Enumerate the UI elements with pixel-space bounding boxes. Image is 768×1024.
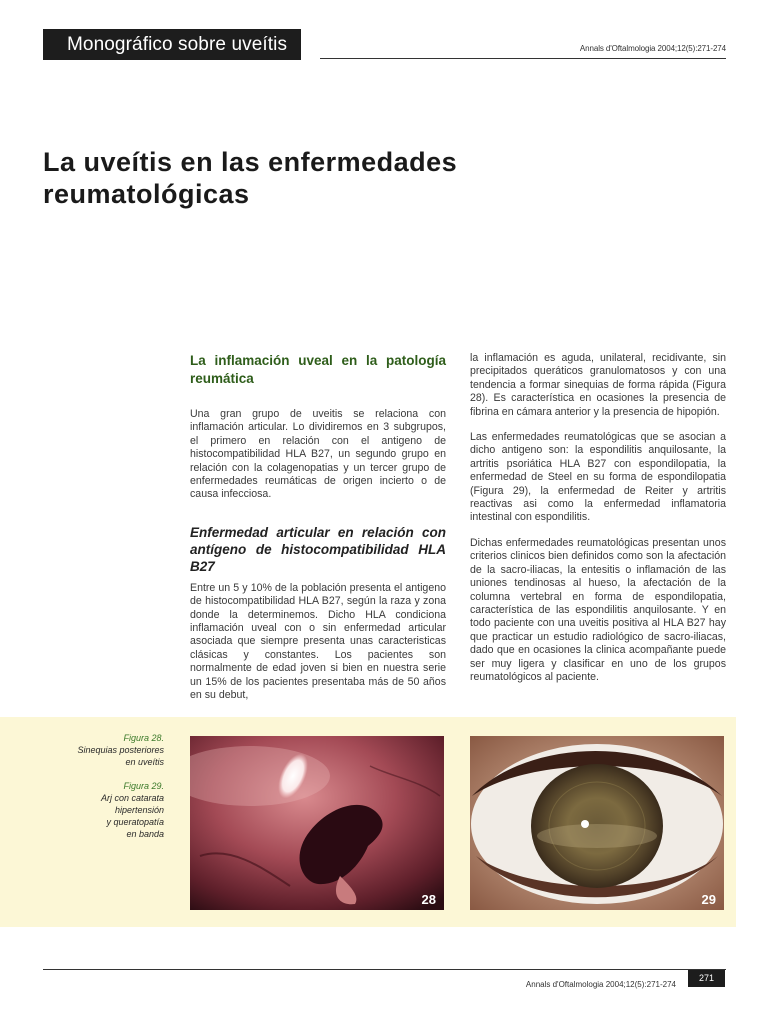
section-tag: Monográfico sobre uveítis (43, 29, 301, 60)
figure-28-caption-line: en uveítis (125, 757, 164, 767)
article-title: La uveítis en las enfermedades reumatológicas (43, 147, 458, 209)
body-paragraph: la inflamación es aguda, unilateral, recidivante, sin precipitados queráticos granulomatosos y con una tendencia a formar sinequias de forma rápida (Figura 28). Es característica en ocasiones la presencia de fibrina en cámara anterior y la presencia de hipopión. (470, 352, 726, 418)
figure-29-label: Figura 29. (123, 781, 164, 791)
figure-29-photo (470, 736, 724, 910)
body-paragraph: Las enfermedades reumatológicas que se asocian a dicho antigeno son: la espondilitis anquilosante, la artritis psoriática HLA B27 con espondilopatia, la enfermedad de Steel en su forma de espondilopatia (Figura 29), la enfermedad de Reiter y artritis reactivas asi como la enfermedad inflamatoria intestinal con espondilitis. (470, 431, 726, 524)
right-column (470, 352, 726, 696)
figure-29-number: 29 (701, 892, 716, 907)
figure-29-caption-line: y queratopatía (106, 817, 164, 827)
journal-reference: Annals d'Oftalmologia 2004;12(5):271-274 (579, 44, 726, 53)
section-heading: La inflamación uveal en la patología reumática (190, 353, 446, 386)
figure-28-photo (190, 736, 444, 910)
body-paragraph: Una gran grupo de uveitis se relaciona con inflamación articular. Lo dividiremos en 3 subgrupos, el primero en relación con el antigeno de histocompatibilidad HLA B27, un segundo grupo en relación con la colagenopatias y un tercer grupo de enfermedades reumáticas de origen incierto o de causa infecciosa. (190, 408, 446, 501)
footer-rule (43, 969, 726, 970)
footer-journal-reference: Annals d'Oftalmologia 2004;12(5):271-274 (525, 980, 676, 989)
figure-29-caption-line: en banda (126, 829, 164, 839)
figure-28-label: Figura 28. (123, 733, 164, 743)
header-rule (320, 58, 726, 59)
figure-28-number: 28 (421, 892, 436, 907)
figure-captions (24, 732, 164, 840)
page-number: 271 (688, 970, 725, 987)
figure-28-caption-line: Sinequias posteriores (77, 745, 164, 755)
body-paragraph: Dichas enfermedades reumatológicas presentan unos criterios clinicos bien definidos como son la afectación de la sacro-iliacas, la entesitis o inflamación de las uniones tendinosas al hueso, la afectación de la columna vertebral en forma de espondilopatia, característica de las espondilitis anquilosante. Y en todo paciente con una uveitis positiva al HLA B27 hay que practicar un estudio radiológico de sacro-iliacas, dado que en ocasiones la clinica acompañante puede ser muy ligera y clasificar en uno de los grupos reumatológicos al paciente. (470, 536, 726, 683)
figure-29-caption-line: hipertensión (114, 805, 164, 815)
body-paragraph: Entre un 5 y 10% de la población presenta el antigeno de histocompatibilidad HLA B27, según la raza y zona donde la determinemos. Dicho HLA condiciona inflamación uveal con o sin enfermedad articular asociada que siempre presenta unas caracteristicas clásicas y constantes. Los pacientes son normalmente de edad joven si bien en nuestra serie un 15% de los pacientes presentaba más de 50 años en su debut, (190, 581, 446, 702)
left-column (190, 352, 446, 715)
subsection-heading: Enfermedad articular en relación con antígeno de histocompatibilidad HLA B27 (190, 524, 446, 574)
figure-29-caption-line: Arj con catarata (100, 793, 164, 803)
